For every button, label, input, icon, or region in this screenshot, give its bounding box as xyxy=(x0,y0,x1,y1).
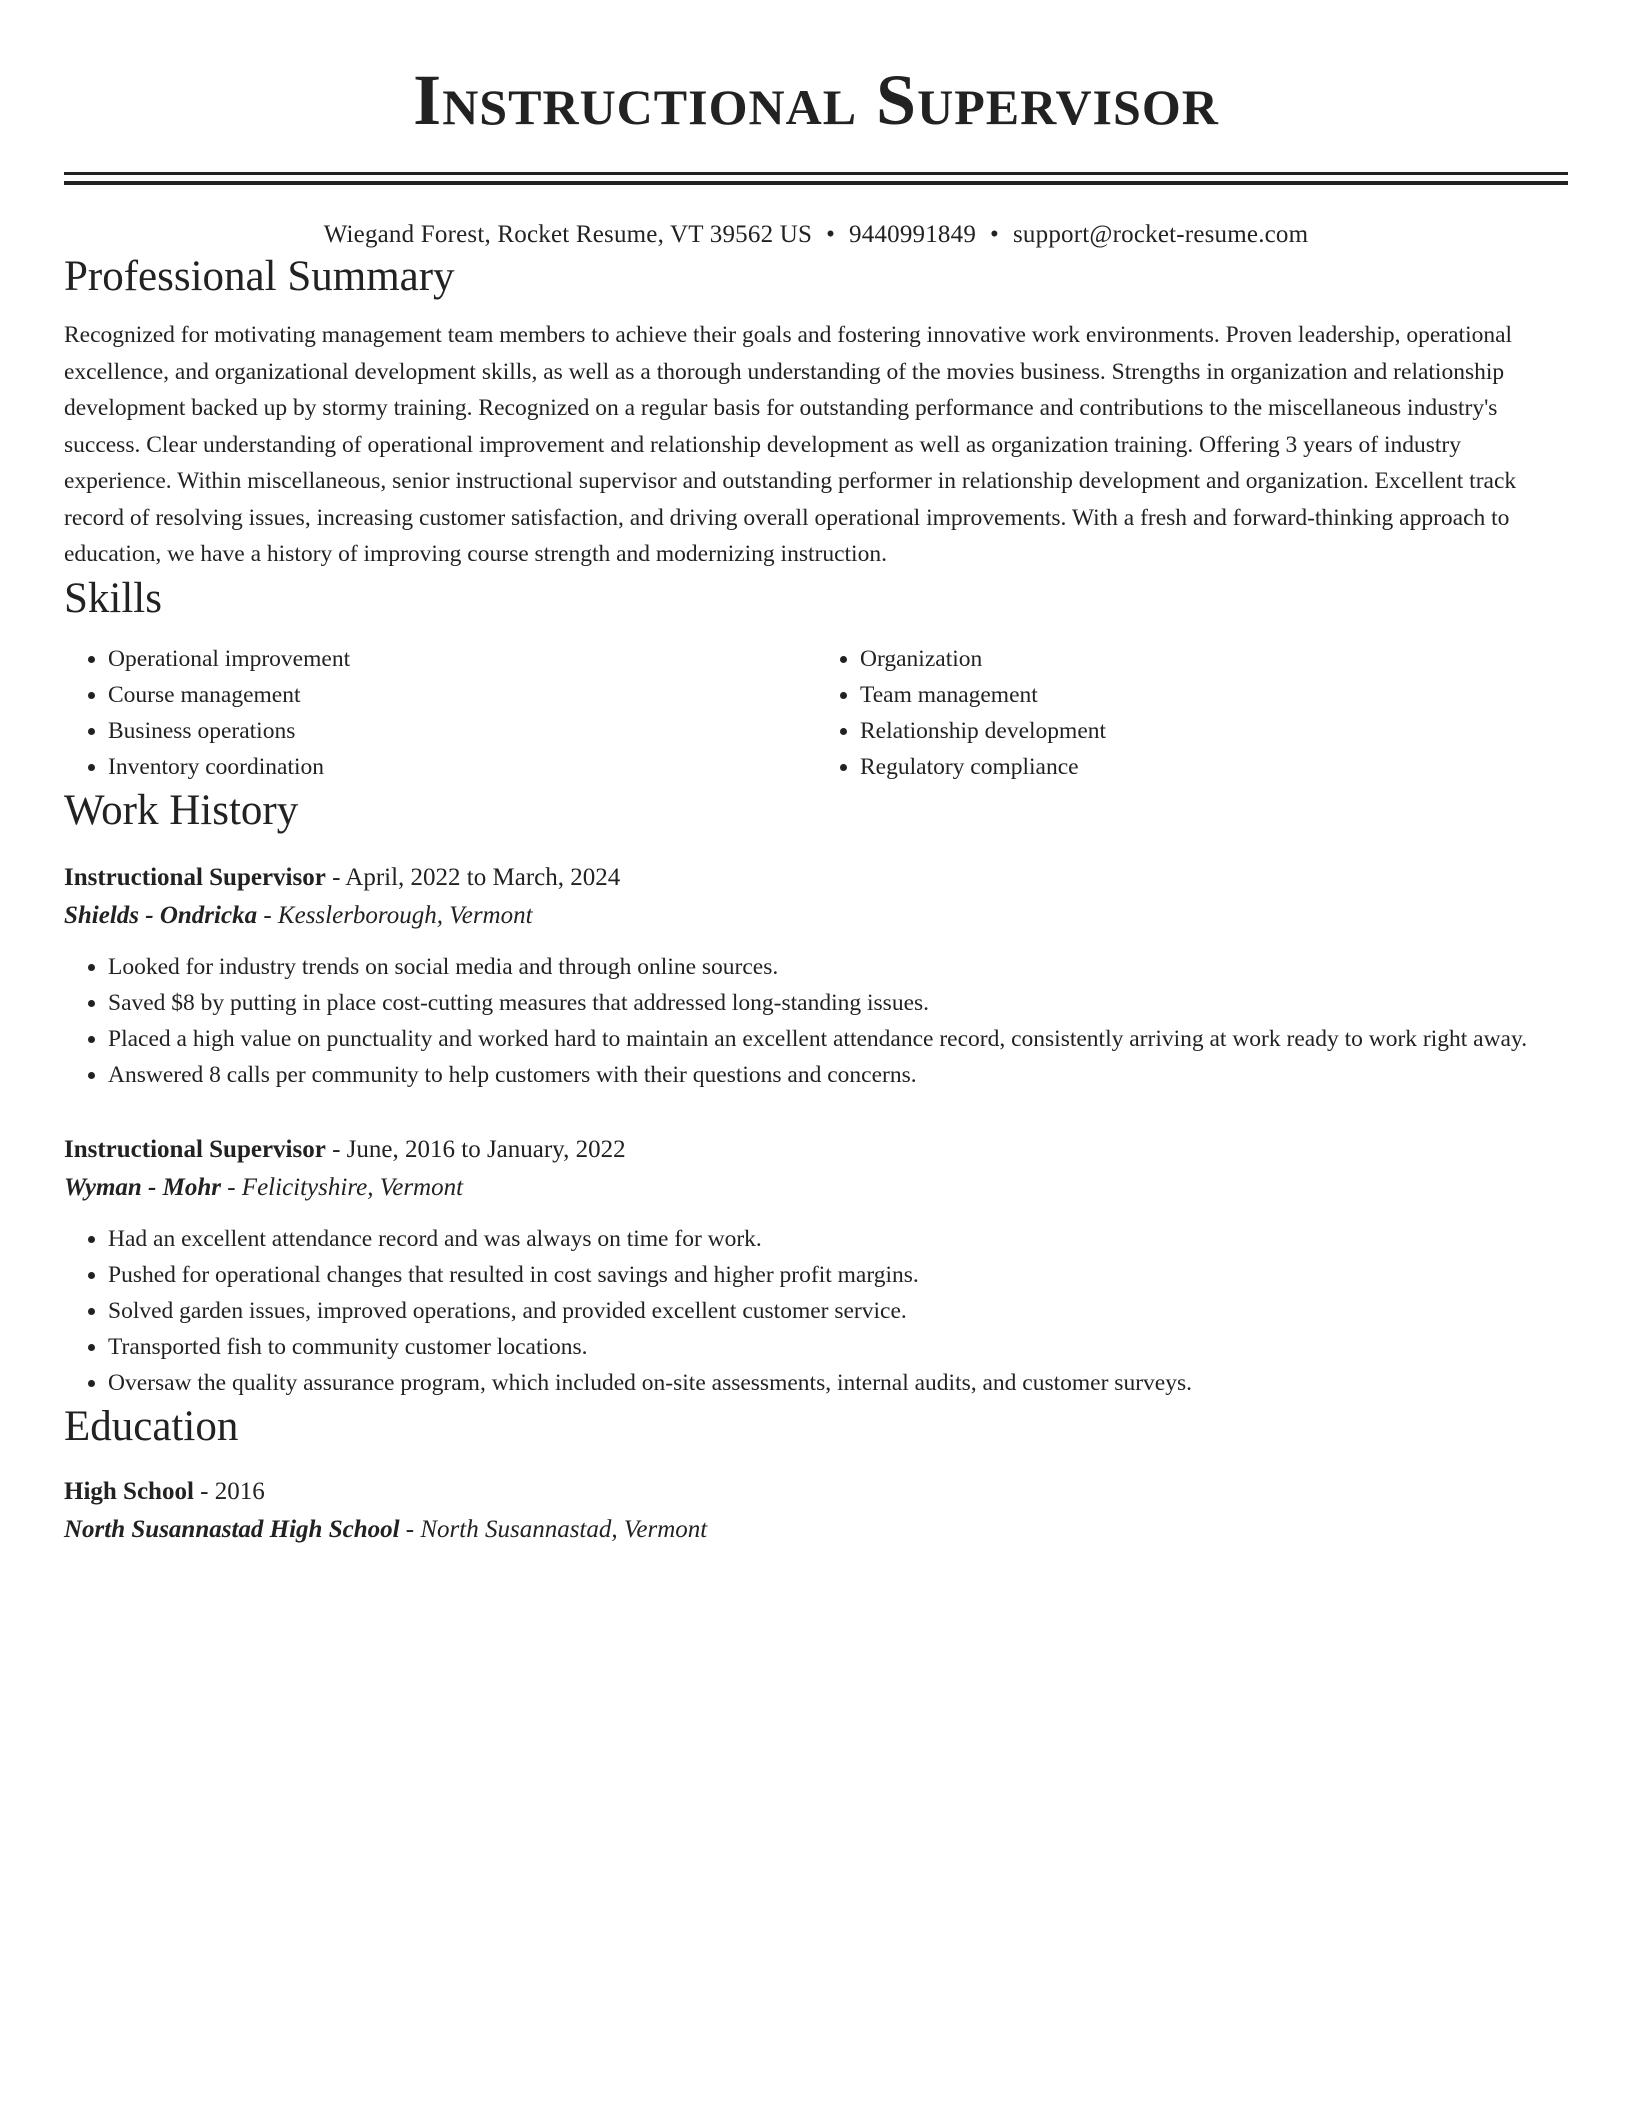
contact-email: support@rocket-resume.com xyxy=(1012,221,1309,248)
job-title-line xyxy=(64,859,1568,897)
header-divider xyxy=(64,172,1568,185)
skill-item: • Course management xyxy=(108,677,816,713)
skill-item: • Regulatory compliance xyxy=(860,749,1568,785)
company-name: Shields - Ondricka xyxy=(64,901,258,929)
job-title: Instructional Supervisor xyxy=(64,863,326,891)
school-location: - North Susannastad, Vermont xyxy=(399,1515,708,1543)
work-history-heading: Work History xyxy=(64,786,299,834)
job-bullet: • Had an excellent attendance record and was always on time for work. xyxy=(108,1221,1568,1257)
job-bullet: • Answered 8 calls per community to help customers with their questions and concerns. xyxy=(108,1057,1568,1093)
job-dates: - June, 2016 to January, 2022 xyxy=(325,1135,626,1163)
job-bullet: • Solved garden issues, improved operations, and provided excellent customer service. xyxy=(108,1293,1568,1329)
job-title-line xyxy=(64,1131,1568,1169)
contact-line xyxy=(64,219,1568,251)
education-entry xyxy=(64,1473,1568,1549)
job-bullet: • Looked for industry trends on social media and through online sources. xyxy=(108,949,1568,985)
summary-text: Recognized for motivating management team members to achieve their goals and fostering innovative work environments. Proven leadership, operational excellence, and organizational development skills, as well as a thorough understanding of the movies business. Strengths in organization and relationship development backed up by stormy training. Recognized on a regular basis for outstanding performance and contributions to the miscellaneous industry's success. Clear understanding of operational improvement and relationship development as well as organization training. Offering 3 years of industry experience. Within miscellaneous, senior instructional supervisor and outstanding performer in relationship development and organization. Excellent track record of resolving issues, increasing customer satisfaction, and driving overall operational improvements. With a fresh and forward-thinking approach to education, we have a history of improving course strength and modernizing instruction. xyxy=(64,322,1517,567)
skill-item: • Team management xyxy=(860,677,1568,713)
degree-name: High School xyxy=(64,1477,194,1505)
skills-column-right xyxy=(816,641,1568,785)
resume-name: Instructional Supervisor xyxy=(413,60,1219,140)
skill-item: • Organization xyxy=(860,641,1568,677)
contact-separator: • xyxy=(990,221,999,248)
job-entry xyxy=(64,1131,1568,1401)
company-location: - Felicityshire, Vermont xyxy=(220,1173,464,1201)
company-name: Wyman - Mohr xyxy=(64,1173,221,1201)
company-location: - Kesslerborough, Vermont xyxy=(257,901,533,929)
job-bullets xyxy=(64,949,1568,1093)
job-bullet: • Transported fish to community customer locations. xyxy=(108,1329,1568,1365)
contact-address: Wiegand Forest, Rocket Resume, VT 39562 US xyxy=(323,221,813,248)
company-line xyxy=(64,897,1568,935)
summary-heading: Professional Summary xyxy=(64,253,455,300)
job-bullet: • Pushed for operational changes that resulted in cost savings and higher profit margins. xyxy=(108,1257,1568,1293)
company-line xyxy=(64,1169,1568,1207)
school-line xyxy=(64,1511,1568,1549)
job-entry xyxy=(64,859,1568,1093)
degree-year: - 2016 xyxy=(193,1477,265,1505)
job-bullets xyxy=(64,1221,1568,1401)
skills-heading: Skills xyxy=(64,574,162,622)
skills-list xyxy=(64,641,1568,785)
skill-item: • Relationship development xyxy=(860,713,1568,749)
skill-item: • Operational improvement xyxy=(108,641,816,677)
skill-item: • Inventory coordination xyxy=(108,749,816,785)
degree-line xyxy=(64,1473,1568,1511)
job-title: Instructional Supervisor xyxy=(64,1135,326,1163)
skills-column-left xyxy=(64,641,816,785)
education-heading: Education xyxy=(64,1402,239,1450)
job-bullet: • Placed a high value on punctuality and worked hard to maintain an excellent attendance record, consistently arriving at work ready to work right away. xyxy=(108,1021,1568,1057)
contact-phone: 9440991849 xyxy=(849,221,977,248)
school-name: North Susannastad High School xyxy=(64,1515,400,1543)
job-dates: - April, 2022 to March, 2024 xyxy=(325,863,621,891)
job-bullet: • Oversaw the quality assurance program, which included on-site assessments, internal audits, and customer surveys. xyxy=(108,1365,1568,1401)
contact-separator: • xyxy=(826,221,836,248)
skill-item: • Business operations xyxy=(108,713,816,749)
job-bullet: • Saved $8 by putting in place cost-cutting measures that addressed long-standing issues. xyxy=(108,985,1568,1021)
